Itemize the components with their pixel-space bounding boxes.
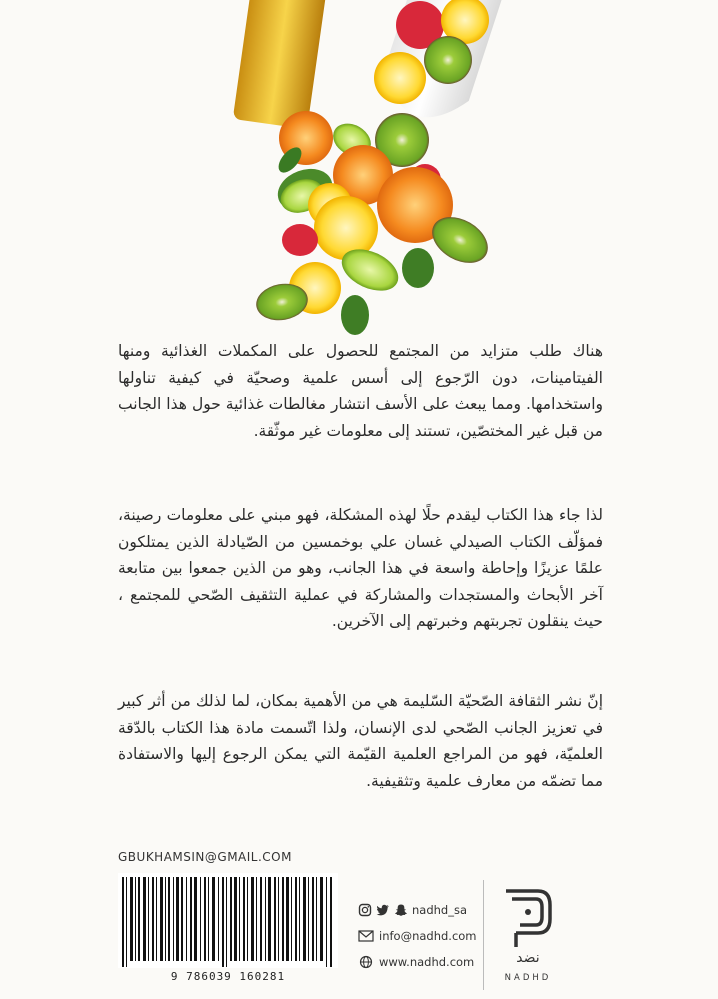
instagram-icon	[358, 903, 372, 917]
blurb-text: إنّ نشر الثقافة الصّحيّة السّليمة هي من الأهمية بمكان، لما لذلك من أثر كبير في تعزيز الجانب الصّحي لدى الإنسان، ولذا اتّسمت مادة هذا الكتاب بالدّقة العلميّة، فهو من المراجع العلمية القيّمة التي يمكن الرجوع إليها والاستفادة مما تضمّه من معارف علمية وتثقيفية.	[118, 692, 603, 790]
mail-icon	[358, 929, 374, 943]
blurb-text: هناك طلب متزايد من المجتمع للحصول على المكملات الغذائية ومنها الفيتامينات، دون الرّجوع إلى أسس علمية وصحيّة في كيفية تناولها واستخدامها. ومما يبعث على الأسف انتشار مغالطات غذائية حول هذا الجانب من قبل غير المختصّين، تستند إلى معلومات غير موثّقة.	[118, 342, 603, 440]
publisher-logo	[498, 883, 558, 953]
blurb-paragraph-2	[118, 502, 603, 635]
isbn-number: 9 786039 160281	[170, 970, 286, 983]
blurb-text: لذا جاء هذا الكتاب ليقدم حلًا لهذه المشكلة، فهو مبني على معلومات رصينة، فمؤلّف الكتاب الصيدلي غسان علي بوخمسين من الصّيادلة الذين يمتلكون علمًا عزيزًا وإحاطة واسعة في هذا الجانب، وهو من الذين جمعوا بين متابعة آخر الأبحاث والمستجدات والمشاركة في عملية التثقيف الصّحي للمجتمع ، حيث ينقلون تجربتهم وخبرتهم إلى الآخرين.	[118, 506, 603, 630]
divider	[483, 880, 484, 990]
blurb-paragraph-3	[118, 688, 603, 794]
publisher-contact	[358, 897, 488, 975]
email-row	[358, 923, 488, 949]
fruit-capsule-illustration	[220, 0, 520, 340]
publisher-name-en: NADHD	[504, 973, 552, 983]
author-email: GBUKHAMSIN@GMAIL.COM	[118, 850, 292, 864]
social-row	[358, 897, 488, 923]
twitter-icon	[376, 903, 390, 917]
website-row	[358, 949, 488, 975]
snapchat-icon	[394, 903, 408, 917]
publisher-website: www.nadhd.com	[379, 955, 475, 969]
globe-icon	[358, 955, 374, 969]
social-handle: nadhd_sa	[412, 903, 468, 917]
isbn-barcode	[118, 873, 338, 983]
publisher-email: info@nadhd.com	[379, 929, 477, 943]
publisher-name-ar: نضد	[516, 950, 540, 966]
blurb-paragraph-1	[118, 338, 603, 444]
